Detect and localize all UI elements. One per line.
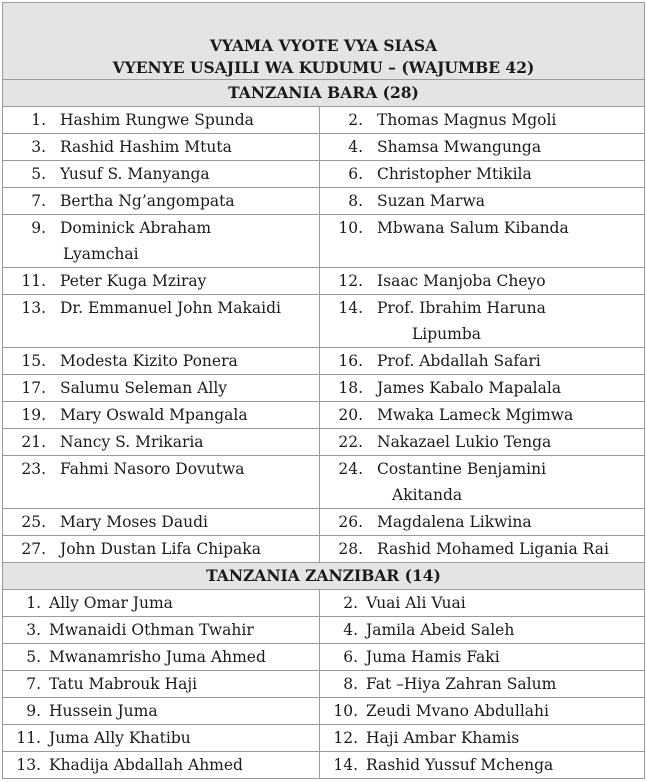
member-name: Mary Oswald Mpangala [60,406,248,424]
member-name-continued: Lipumba [412,325,482,343]
table-row [3,698,645,725]
member-name: Rashid Hashim Mtuta [60,138,232,156]
member-cell [320,134,645,161]
member-cell [320,188,645,215]
member-number: 28. [338,540,363,558]
member-name-continued: Lyamchai [63,245,139,263]
title-line-1: VYAMA VYOTE VYA SIASA [209,36,438,55]
member-cell [320,295,645,348]
member-name: Fat –Hiya Zahran Salum [366,675,557,693]
member-cell [320,107,645,134]
member-number: 2. [348,111,363,129]
table-row [3,348,645,375]
member-number: 27. [21,540,46,558]
member-cell [320,590,645,617]
member-number: 14. [333,756,358,774]
member-name: Prof. Abdallah Safari [377,352,541,370]
member-number: 1. [26,594,41,612]
member-name: Vuai Ali Vuai [366,594,466,612]
member-cell [320,375,645,402]
member-number: 13. [21,299,46,317]
member-name: John Dustan Lifa Chipaka [60,540,261,558]
member-cell [3,752,320,779]
table-row [3,725,645,752]
member-number: 15. [21,352,46,370]
member-cell [320,402,645,429]
member-cell [3,536,320,563]
member-cell [320,644,645,671]
member-cell [3,188,320,215]
member-cell [3,402,320,429]
member-cell [3,429,320,456]
member-number: 20. [338,406,363,424]
title-line-2: VYENYE USAJILI WA KUDUMU – (WAJUMBE 42) [112,58,535,77]
member-name: Fahmi Nasoro Dovutwa [60,460,245,478]
member-name: Khadija Abdallah Ahmed [49,756,243,774]
member-name: Suzan Marwa [377,192,485,210]
member-cell [3,671,320,698]
member-number: 13. [16,756,41,774]
section-heading-bara: TANZANIA BARA (28) [3,80,645,107]
member-cell [3,107,320,134]
member-name: Rashid Yussuf Mchenga [366,756,554,774]
section-heading-zanzibar: TANZANIA ZANZIBAR (14) [3,563,645,590]
member-number: 4. [348,138,363,156]
member-name: Bertha Ng’angompata [60,192,235,210]
member-cell [320,617,645,644]
table-row [3,161,645,188]
member-name: Juma Hamis Faki [366,648,500,666]
member-cell [3,725,320,752]
member-name: Costantine Benjamini [377,460,547,478]
member-number: 23. [21,460,46,478]
member-name: Peter Kuga Mziray [60,272,207,290]
member-number: 9. [26,702,41,720]
member-number: 18. [338,379,363,397]
member-cell [320,536,645,563]
table-row [3,268,645,295]
member-number: 8. [343,675,358,693]
member-cell [3,509,320,536]
member-name: Nancy S. Mrikaria [60,433,204,451]
member-number: 14. [338,299,363,317]
member-name: Mwanamrisho Juma Ahmed [49,648,266,666]
member-number: 9. [31,219,46,237]
member-number: 26. [338,513,363,531]
member-cell [320,752,645,779]
member-number: 10. [338,219,363,237]
member-cell [320,456,645,509]
member-number: 19. [21,406,46,424]
member-name: Rashid Mohamed Ligania Rai [377,540,609,558]
member-number: 17. [21,379,46,397]
member-name: Nakazael Lukio Tenga [377,433,552,451]
member-name: Salumu Seleman Ally [60,379,228,397]
member-name: Mbwana Salum Kibanda [377,219,569,237]
member-number: 2. [343,594,358,612]
member-number: 11. [16,729,41,747]
member-number: 3. [26,621,41,639]
member-number: 12. [338,272,363,290]
member-cell [320,215,645,268]
member-name: Hashim Rungwe Spunda [60,111,254,129]
member-number: 1. [31,111,46,129]
member-cell [3,590,320,617]
table-row [3,375,645,402]
table-row [3,215,645,268]
table-row [3,752,645,779]
member-number: 25. [21,513,46,531]
member-cell [3,698,320,725]
table-row [3,644,645,671]
member-name: Dr. Emmanuel John Makaidi [60,299,281,317]
member-name: Hussein Juma [49,702,158,720]
member-number: 5. [26,648,41,666]
member-cell [3,456,320,509]
table-row [3,188,645,215]
member-number: 3. [31,138,46,156]
member-name: Thomas Magnus Mgoli [377,111,557,129]
member-name: Zeudi Mvano Abdullahi [366,702,549,720]
member-cell [3,215,320,268]
member-cell [3,295,320,348]
member-cell [320,725,645,752]
member-number: 16. [338,352,363,370]
table-row [3,429,645,456]
member-cell [320,671,645,698]
member-name: Modesta Kizito Ponera [60,352,238,370]
member-cell [320,348,645,375]
bara-rows [3,107,645,563]
member-number: 7. [26,675,41,693]
document-title [3,3,645,80]
member-cell [3,644,320,671]
table-row [3,134,645,161]
member-name: Magdalena Likwina [377,513,532,531]
member-cell [320,698,645,725]
member-number: 6. [343,648,358,666]
member-number: 8. [348,192,363,210]
member-number: 6. [348,165,363,183]
table-row [3,456,645,509]
member-cell [320,429,645,456]
table-row [3,107,645,134]
member-name: Haji Ambar Khamis [366,729,520,747]
member-cell [3,161,320,188]
member-name: James Kabalo Mapalala [377,379,562,397]
member-name: Juma Ally Khatibu [49,729,191,747]
member-name: Shamsa Mwangunga [377,138,542,156]
table-row [3,295,645,348]
member-name-continued: Akitanda [392,486,463,504]
member-name: Jamila Abeid Saleh [366,621,515,639]
table-row [3,617,645,644]
member-name: Prof. Ibrahim Haruna [377,299,546,317]
member-cell [3,348,320,375]
member-name: Isaac Manjoba Cheyo [377,272,546,290]
member-name: Yusuf S. Manyanga [60,165,210,183]
member-number: 22. [338,433,363,451]
table-row [3,671,645,698]
member-cell [3,375,320,402]
table-row [3,536,645,563]
member-cell [320,268,645,295]
member-number: 4. [343,621,358,639]
member-cell [3,617,320,644]
member-cell [320,161,645,188]
member-name: Ally Omar Juma [49,594,173,612]
member-name: Christopher Mtikila [377,165,532,183]
member-name: Mwanaidi Othman Twahir [49,621,254,639]
member-name: Tatu Mabrouk Haji [49,675,198,693]
member-cell [320,509,645,536]
members-table [2,2,645,779]
member-number: 21. [21,433,46,451]
member-name: Mary Moses Daudi [60,513,208,531]
table-row [3,590,645,617]
member-number: 7. [31,192,46,210]
member-name: Dominick Abraham [60,219,212,237]
table-row [3,402,645,429]
member-number: 24. [338,460,363,478]
member-number: 5. [31,165,46,183]
member-cell [3,134,320,161]
zanzibar-rows [3,590,645,779]
table-row [3,509,645,536]
member-number: 11. [21,272,46,290]
member-cell [3,268,320,295]
member-number: 10. [333,702,358,720]
member-name: Mwaka Lameck Mgimwa [377,406,574,424]
member-number: 12. [333,729,358,747]
